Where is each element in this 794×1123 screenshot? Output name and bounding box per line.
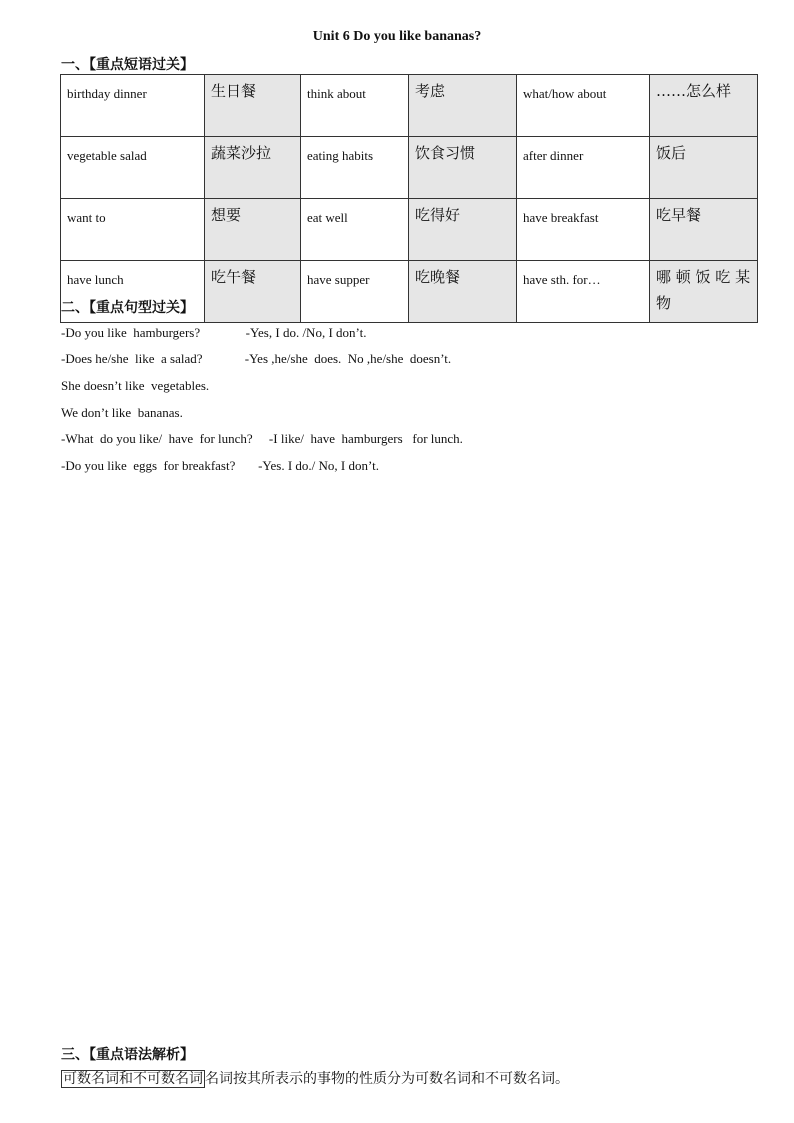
phrase-zh: 吃晚餐 <box>409 261 517 323</box>
phrase-en: have supper <box>301 261 409 323</box>
phrase-zh: 生日餐 <box>205 75 301 137</box>
phrase-en: what/how about <box>517 75 650 137</box>
sentence-line: -Do you like eggs for breakfast? -Yes. I do./ No, I don’t. <box>61 458 379 473</box>
sentence-line: -Does he/she like a salad? -Yes ,he/she does. No ,he/she doesn’t. <box>61 351 452 366</box>
grammar-boxed-term: 可数名词和不可数名词 <box>63 1071 203 1087</box>
table-row <box>61 199 758 261</box>
phrase-en: vegetable salad <box>61 137 205 199</box>
sentence-line: -Do you like hamburgers? -Yes, I do. /No, I don’t. <box>61 325 367 340</box>
grammar-paragraph <box>61 1068 569 1088</box>
table-row <box>61 137 758 199</box>
phrase-zh: 哪 顿 饭 吃 某物 <box>650 261 758 323</box>
phrase-en: have sth. for… <box>517 261 650 323</box>
table-row <box>61 75 758 137</box>
phrase-en: birthday dinner <box>61 75 205 137</box>
phrase-zh: ……怎么样 <box>650 75 758 137</box>
phrase-en: eating habits <box>301 137 409 199</box>
phrase-zh: 吃午餐 <box>205 261 301 323</box>
section-heading-phrases: 一、【重点短语过关】 <box>61 57 194 73</box>
phrase-zh: 考虑 <box>409 75 517 137</box>
phrase-zh: 吃早餐 <box>650 199 758 261</box>
phrase-table <box>60 74 758 323</box>
phrase-zh: 饭后 <box>650 137 758 199</box>
phrase-en: want to <box>61 199 205 261</box>
phrase-zh: 吃得好 <box>409 199 517 261</box>
page-title: Unit 6 Do you like bananas? <box>312 29 482 44</box>
phrase-zh: 蔬菜沙拉 <box>205 137 301 199</box>
phrase-en: eat well <box>301 199 409 261</box>
sentence-line: She doesn’t like vegetables. <box>61 378 210 393</box>
grammar-text: 名词按其所表示的事物的性质分为可数名词和不可数名词。 <box>205 1071 569 1087</box>
phrase-zh: 饮食习惯 <box>409 137 517 199</box>
sentence-line: We don’t like bananas. <box>61 405 183 420</box>
phrase-en: think about <box>301 75 409 137</box>
sentence-line: -What do you like/ have for lunch? -I like/ have hamburgers for lunch. <box>61 431 463 446</box>
section-heading-sentences: 二、【重点句型过关】 <box>61 300 194 316</box>
phrase-zh: 想要 <box>205 199 301 261</box>
phrase-en: after dinner <box>517 137 650 199</box>
section-heading-grammar: 三、【重点语法解析】 <box>61 1047 194 1063</box>
phrase-en: have lunch <box>61 261 205 323</box>
phrase-en: have breakfast <box>517 199 650 261</box>
